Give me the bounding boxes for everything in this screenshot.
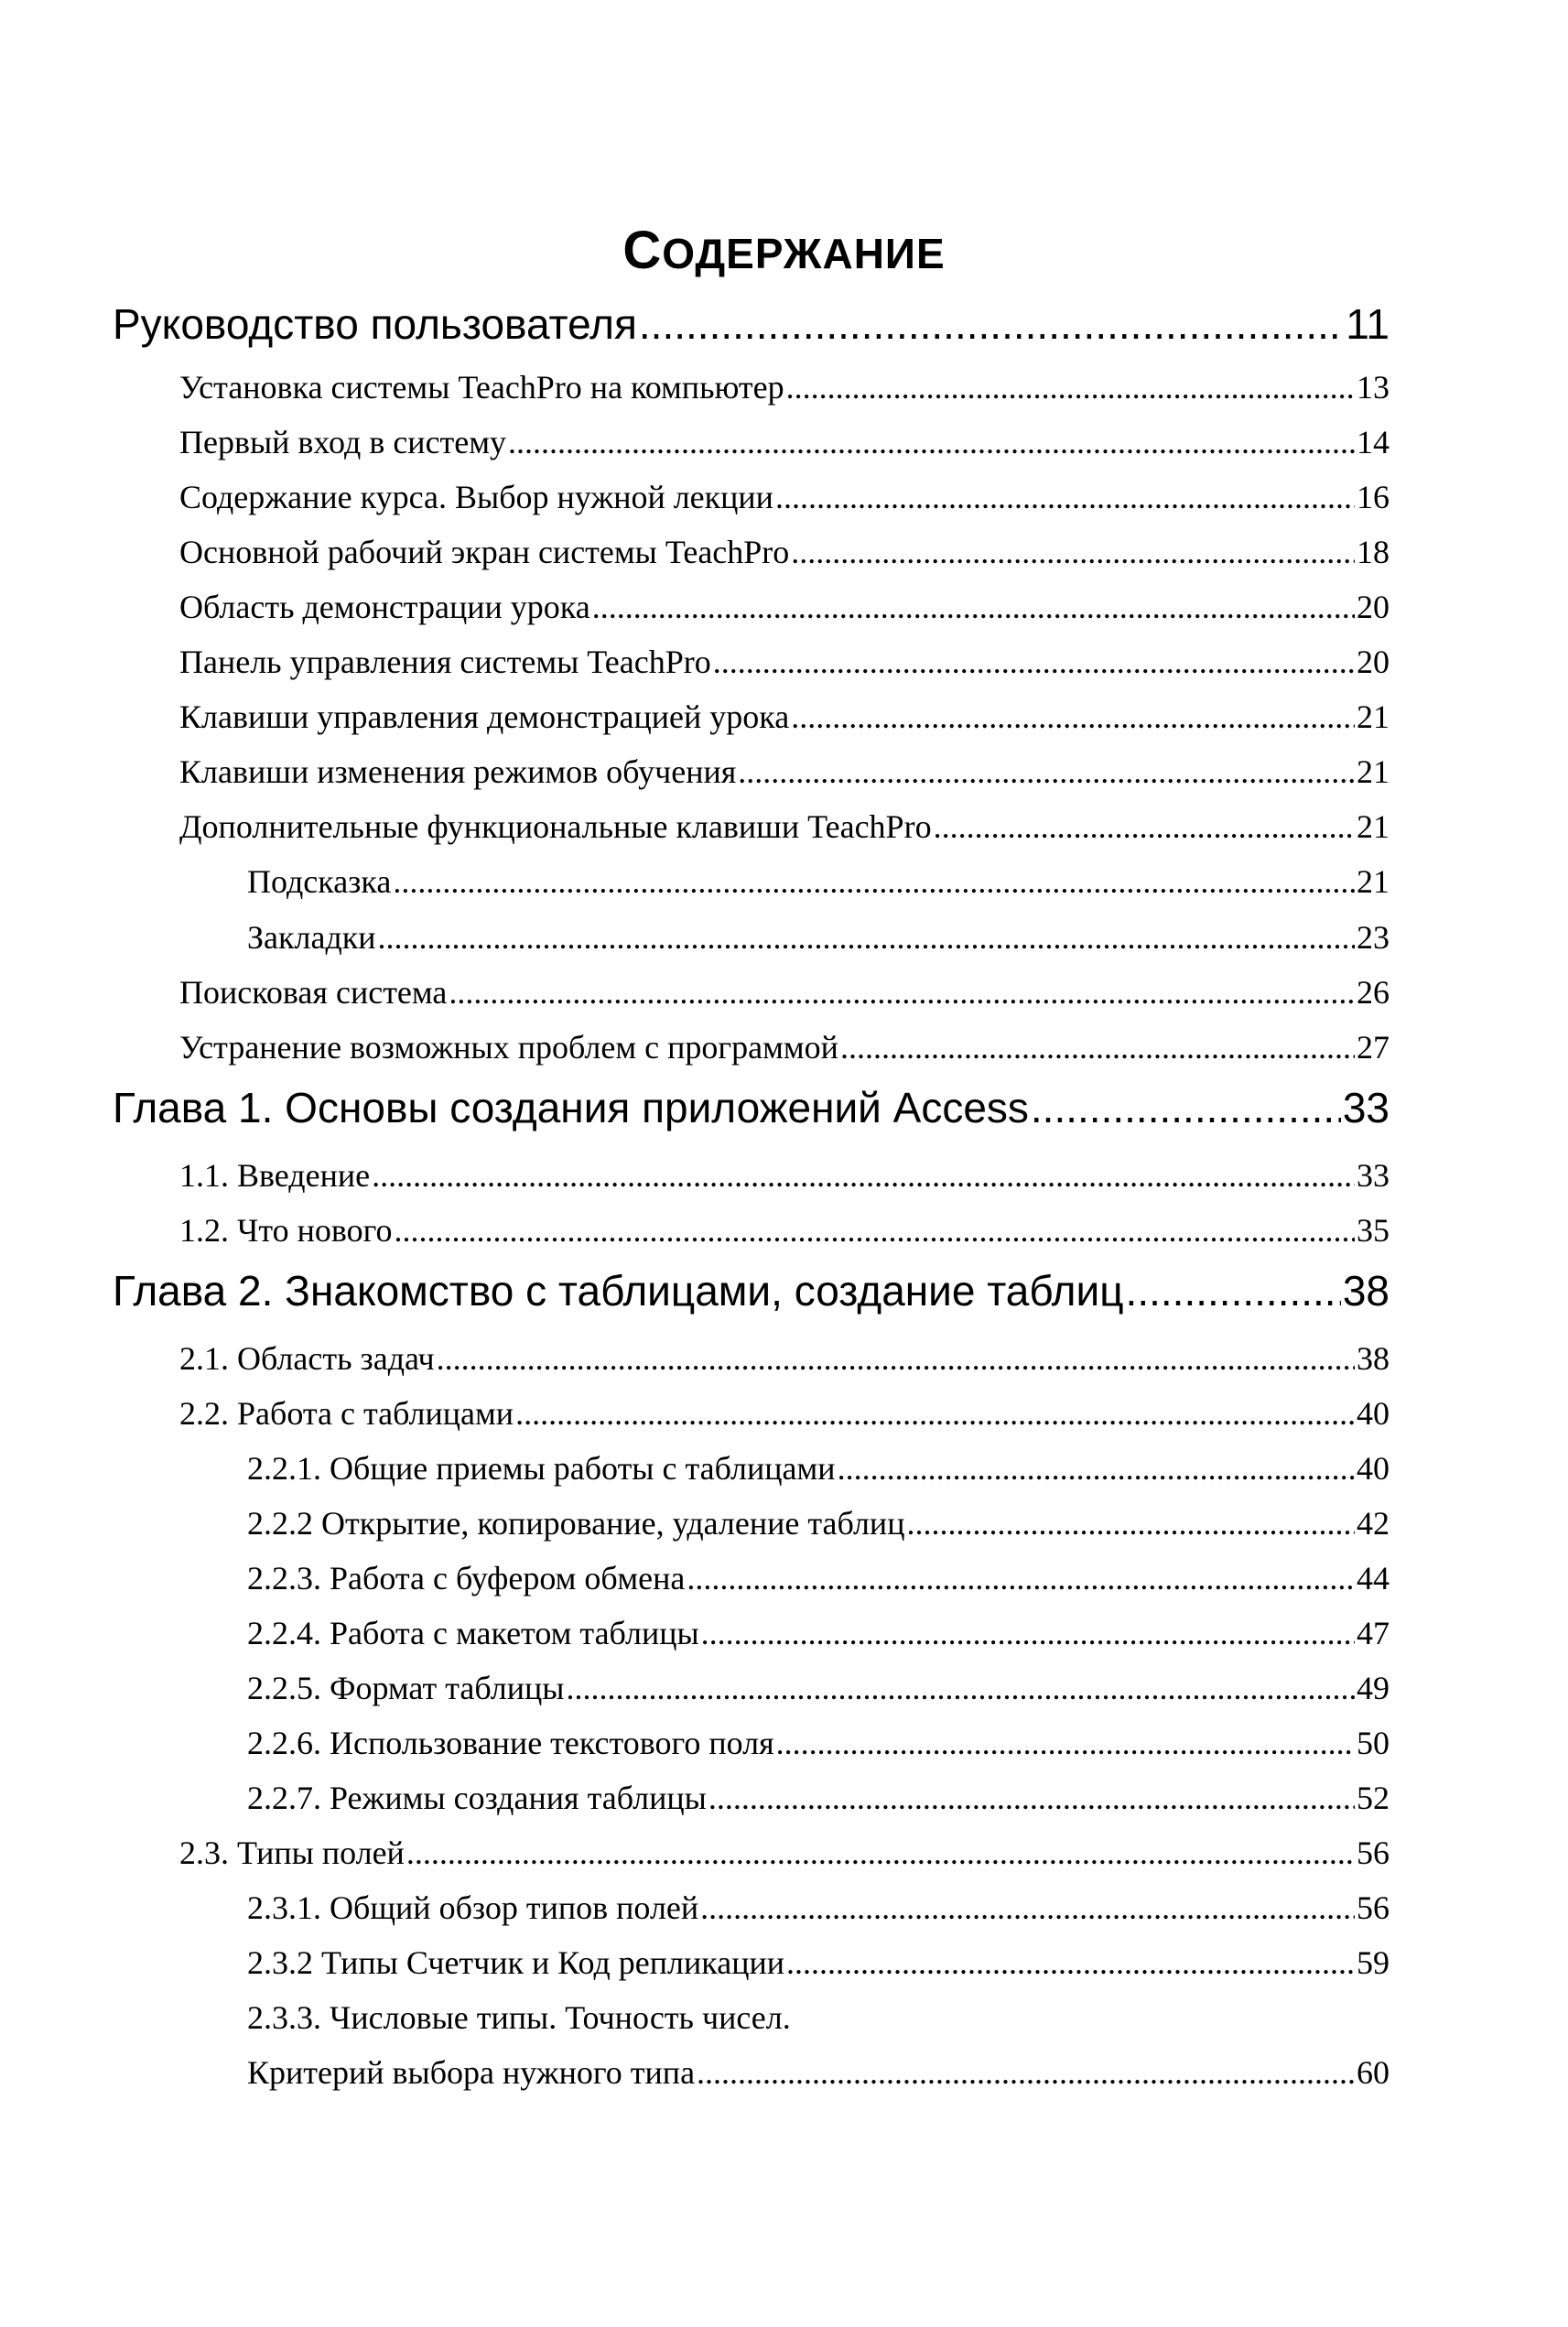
toc-section-entry[interactable] bbox=[179, 423, 1390, 478]
toc-section-entry[interactable] bbox=[179, 368, 1390, 423]
toc-section-entry[interactable] bbox=[179, 1156, 1390, 1211]
toc-entry-label: Область демонстрации урока bbox=[179, 589, 590, 625]
toc-section-entry[interactable] bbox=[247, 1779, 1390, 1834]
toc-leader-dots bbox=[592, 588, 1355, 626]
toc-entry-label: Панель управления системы TeachPro bbox=[179, 644, 711, 680]
toc-entry-label: Закладки bbox=[247, 919, 376, 956]
toc-chapter-entry[interactable] bbox=[113, 299, 1390, 356]
toc-section-entry[interactable] bbox=[247, 862, 1390, 917]
toc-entry-label: Критерий выбора нужного типа bbox=[247, 2054, 696, 2091]
toc-section-entry[interactable] bbox=[247, 1449, 1390, 1504]
toc-page-number: 40 bbox=[1357, 1450, 1390, 1487]
toc-entry-label: 2.3. Типы полей bbox=[179, 1835, 405, 1871]
toc-page-number: 59 bbox=[1357, 1944, 1390, 1981]
toc-entry-label: 2.3.1. Общий обзор типов полей bbox=[247, 1889, 699, 1926]
toc-page-number: 47 bbox=[1357, 1615, 1390, 1651]
toc-page-number: 50 bbox=[1357, 1725, 1390, 1761]
toc-page-number: 56 bbox=[1357, 1889, 1390, 1926]
toc-section-entry[interactable] bbox=[247, 1614, 1390, 1669]
toc-leader-dots bbox=[934, 807, 1355, 846]
toc-chapter-entry[interactable] bbox=[113, 1266, 1390, 1323]
toc-entry-label: Подсказка bbox=[247, 863, 392, 900]
toc-entry-label: Первый вход в систему bbox=[179, 424, 507, 460]
toc-page-number: 20 bbox=[1357, 589, 1390, 625]
toc-page-number: 13 bbox=[1357, 369, 1390, 406]
toc-page-number: 56 bbox=[1357, 1835, 1390, 1871]
toc-leader-dots bbox=[697, 2053, 1355, 2092]
toc-leader-dots bbox=[508, 423, 1355, 461]
toc-heading-rest: ОДЕРЖАНИЕ bbox=[662, 230, 946, 277]
toc-leader-dots bbox=[713, 643, 1355, 681]
toc-page-number: 60 bbox=[1357, 2054, 1390, 2091]
toc-leader-dots bbox=[776, 1724, 1355, 1762]
toc-leader-dots bbox=[906, 1504, 1355, 1542]
toc-entry-label: 2.2. Работа с таблицами bbox=[179, 1395, 514, 1432]
toc-leader-dots bbox=[449, 973, 1355, 1012]
toc-page-number: 23 bbox=[1357, 919, 1390, 956]
toc-entry-label: 2.2.5. Формат таблицы bbox=[247, 1670, 565, 1706]
toc-leader-dots bbox=[701, 1614, 1355, 1652]
toc-entry-label: Поисковая система bbox=[179, 974, 448, 1011]
toc-leader-dots bbox=[378, 918, 1355, 957]
toc-leader-dots bbox=[738, 752, 1355, 791]
toc-section-entry[interactable] bbox=[179, 1394, 1390, 1449]
toc-entry-label: 2.1. Область задач bbox=[179, 1340, 435, 1377]
toc-section-entry[interactable] bbox=[247, 1504, 1390, 1559]
toc-entry-label: Клавиши управления демонстрацией урока bbox=[179, 698, 790, 735]
toc-leader-dots bbox=[687, 1559, 1355, 1597]
toc-section-entry[interactable] bbox=[179, 1028, 1390, 1083]
toc-entry-label: 1.2. Что нового bbox=[179, 1212, 393, 1249]
toc-section-entry[interactable] bbox=[247, 1889, 1390, 1943]
toc-heading bbox=[0, 220, 1568, 281]
toc-leader-dots bbox=[786, 368, 1355, 406]
toc-entry-label: 1.1. Введение bbox=[179, 1157, 371, 1194]
toc-page-number: 33 bbox=[1357, 1157, 1390, 1194]
toc-leader-dots bbox=[838, 1449, 1355, 1488]
toc-entry-label: 2.2.1. Общие приемы работы с таблицами bbox=[247, 1450, 836, 1487]
toc-section-entry[interactable] bbox=[179, 1339, 1390, 1394]
toc-section-entry[interactable] bbox=[247, 1559, 1390, 1614]
toc-leader-dots bbox=[791, 533, 1355, 571]
toc-page-number: 49 bbox=[1357, 1670, 1390, 1706]
toc-leader-dots bbox=[437, 1339, 1355, 1378]
toc-page-number: 14 bbox=[1357, 424, 1390, 460]
toc-section-entry[interactable] bbox=[179, 478, 1390, 533]
toc-entry-continued: 2.3.3. Числовые типы. Точность чисел. bbox=[247, 1999, 791, 2036]
toc-section-entry[interactable] bbox=[179, 533, 1390, 588]
toc-section-entry[interactable] bbox=[247, 1724, 1390, 1779]
toc-page-number: 21 bbox=[1357, 863, 1390, 900]
toc-section-entry[interactable] bbox=[179, 973, 1390, 1028]
toc-leader-dots bbox=[395, 1211, 1355, 1250]
toc-section-entry[interactable] bbox=[179, 752, 1390, 807]
toc-leader-dots bbox=[1126, 1266, 1341, 1315]
toc-page-number: 35 bbox=[1357, 1212, 1390, 1249]
toc-entry-label: Клавиши изменения режимов обучения bbox=[179, 753, 737, 790]
toc-leader-dots bbox=[786, 1943, 1355, 1982]
toc-entry-label: Дополнительные функциональные клавиши TeachPro bbox=[179, 808, 932, 845]
toc-section-entry[interactable] bbox=[179, 698, 1390, 752]
toc-leader-dots bbox=[700, 1889, 1355, 1927]
toc-entry-label: Устранение возможных проблем с программой bbox=[179, 1029, 838, 1066]
toc-leader-dots bbox=[639, 299, 1344, 349]
toc-entry-label: Глава 2. Знакомство с таблицами, создание таблиц bbox=[113, 1267, 1124, 1315]
toc-entry-label: 2.2.6. Использование текстового поля bbox=[247, 1725, 774, 1761]
toc-entry-label: Глава 1. Основы создания приложений Access bbox=[113, 1084, 1029, 1131]
toc-leader-dots bbox=[406, 1834, 1355, 1872]
toc-section-entry[interactable] bbox=[179, 807, 1390, 862]
toc-section-entry[interactable] bbox=[179, 1211, 1390, 1266]
toc-entry-label: 2.2.7. Режимы создания таблицы bbox=[247, 1780, 707, 1816]
toc-leader-dots bbox=[1031, 1083, 1341, 1132]
toc-leader-dots bbox=[791, 698, 1355, 736]
toc-heading-initial: С bbox=[622, 221, 663, 280]
toc-entry-label: 2.3.2 Типы Счетчик и Код репликации bbox=[247, 1944, 784, 1981]
toc-page-number: 21 bbox=[1357, 698, 1390, 735]
toc-page-number: 27 bbox=[1357, 1029, 1390, 1066]
toc-section-entry[interactable] bbox=[247, 918, 1390, 973]
toc-section-entry[interactable] bbox=[247, 1669, 1390, 1724]
toc-page-number: 44 bbox=[1357, 1560, 1390, 1596]
toc-page-number: 38 bbox=[1342, 1267, 1390, 1315]
toc-page-number: 16 bbox=[1357, 479, 1390, 515]
toc-entry-label: 2.2.3. Работа с буфером обмена bbox=[247, 1560, 686, 1596]
toc-entry-label: Установка системы TeachPro на компьютер bbox=[179, 369, 784, 406]
toc-page-number: 18 bbox=[1357, 534, 1390, 570]
toc-leader-dots bbox=[708, 1779, 1355, 1817]
toc-page-number: 21 bbox=[1357, 808, 1390, 845]
toc-page-number: 42 bbox=[1357, 1505, 1390, 1542]
toc-page-number: 40 bbox=[1357, 1395, 1390, 1432]
toc-page-number: 21 bbox=[1357, 753, 1390, 790]
toc-section-entry[interactable] bbox=[179, 1834, 1390, 1889]
toc-page-number: 20 bbox=[1357, 644, 1390, 680]
toc-entry-label: Основной рабочий экран системы TeachPro bbox=[179, 534, 790, 570]
toc-page-number: 52 bbox=[1357, 1780, 1390, 1816]
toc-page-number: 38 bbox=[1357, 1340, 1390, 1377]
toc-section-entry[interactable] bbox=[179, 588, 1390, 643]
toc-leader-dots bbox=[372, 1156, 1355, 1195]
toc-page-number: 33 bbox=[1342, 1084, 1390, 1131]
toc-chapter-entry[interactable] bbox=[113, 1083, 1390, 1140]
toc-section-entry[interactable] bbox=[247, 2053, 1390, 2108]
toc-entry-label: 2.2.4. Работа с макетом таблицы bbox=[247, 1615, 699, 1651]
toc-page-number: 26 bbox=[1357, 974, 1390, 1011]
toc-leader-dots bbox=[566, 1669, 1355, 1707]
toc-entry-label: Содержание курса. Выбор нужной лекции bbox=[179, 479, 773, 515]
toc-page-number: 11 bbox=[1346, 300, 1390, 348]
toc-entry-label: Руководство пользователя bbox=[113, 300, 637, 348]
toc-section-entry[interactable] bbox=[179, 643, 1390, 698]
toc-entry-label: 2.2.2 Открытие, копирование, удаление таблиц bbox=[247, 1505, 905, 1542]
toc-section-entry[interactable] bbox=[247, 1943, 1390, 1998]
toc-leader-dots bbox=[840, 1028, 1355, 1066]
toc-leader-dots bbox=[515, 1394, 1355, 1433]
toc-leader-dots bbox=[393, 862, 1355, 901]
toc-leader-dots bbox=[775, 478, 1355, 516]
